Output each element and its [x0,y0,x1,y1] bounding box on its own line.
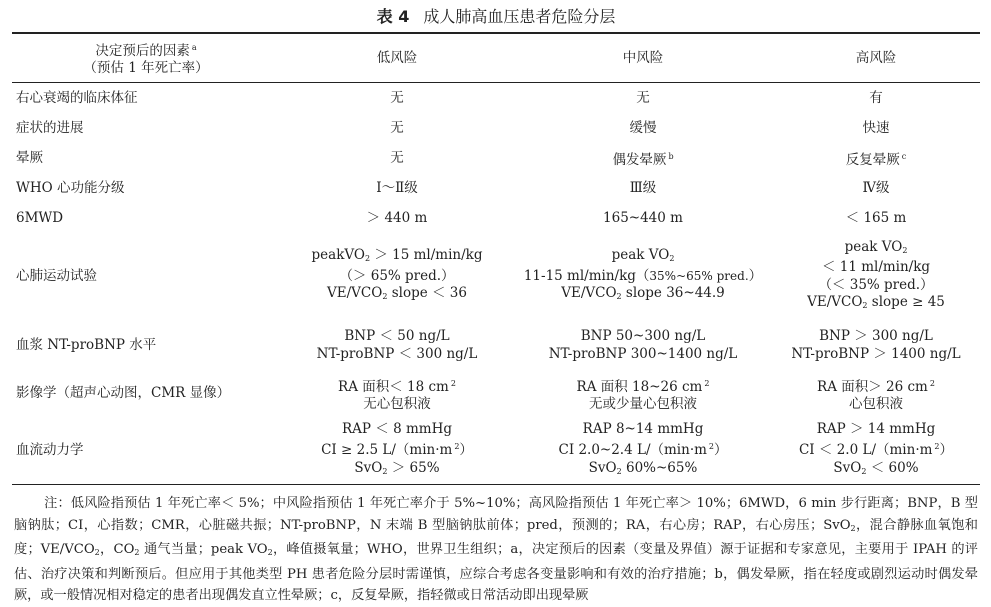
high-cell-line: ） [939,442,954,458]
high-cell-line: NT-proBNP ＞ 1400 ng/L [791,345,961,362]
mid-cell-line: ） [714,442,728,458]
mid-cell: 165~440 m [603,209,683,226]
subscript: 2 [902,245,908,255]
factor-cell: 影像学（超声心动图，CMR 显像） [16,385,231,402]
high-cell [772,417,980,485]
table-row [12,174,980,204]
table-row [12,234,980,320]
header-factor-line2: （预估 1 年死亡率） [83,60,209,76]
table-row [12,144,980,174]
superscript: 2 [450,378,456,388]
mid-cell-text: 偶发晕厥 [612,151,667,168]
superscript: 2 [929,378,935,388]
low-cell [280,320,514,372]
table-title [12,0,980,32]
low-cell-line: BNP ＜ 50 ng/L [344,328,450,344]
high-cell-line: VE/VCO [807,294,863,310]
factor-cell: 血流动力学 [16,441,84,458]
subscript: 2 [861,466,867,476]
high-cell-line: BNP ＞ 300 ng/L [819,328,933,344]
footnote-text: ，混合静脉血氧饱和度；VE/VCO [14,517,978,557]
header-factor-line1: 决定预后的因素 [95,43,190,59]
high-cell: ＜ 165 m [845,209,907,226]
low-cell-line: ＞ 15 ml/min/kg [370,247,483,264]
mid-cell [514,320,772,372]
low-cell [280,372,514,417]
header-low-risk: 低风险 [280,33,514,83]
subscript: 2 [134,548,140,557]
middle-dot: · [689,442,695,458]
high-cell-line: m [919,442,933,458]
factor-cell: 6MWD [16,209,64,226]
high-cell-line: RA 面积＞ 26 cm [817,378,928,395]
mid-cell-line: 无或少量心包积液 [589,396,697,412]
low-cell-line: SvO [354,459,383,476]
mid-cell-line: CI 2.0~2.4 L/（min [558,442,690,458]
mid-cell [514,417,772,485]
low-cell: 无 [390,90,404,106]
table-row [12,372,980,417]
subscript: 2 [382,466,388,476]
low-cell-line: peakVO [311,247,365,264]
mid-cell-line: 35%~65% pred. [649,268,749,283]
low-cell [280,417,514,485]
mid-cell-line: m [694,442,707,458]
risk-table [12,32,980,485]
low-cell: Ⅰ～Ⅱ级 [376,179,418,196]
footnote-text: ，峰值摄氧量；WHO，世界卫生组织；a，决定预后的因素（变量及界值）源于证据和专家意见，主要用于 IPAH 的评估、治疗决策和判断预后。但应用于其他类型 PH 患者危险分层时需谨慎，应综合考虑各变量影响和有效的治疗措施；b，偶发晕厥，指在轻度或剧烈运动时偶发晕厥，或一般情况相对稳定的患者出现偶发直立性晕厥；c，反复晕厥，指轻微或日常活动即出现晕厥 [14,542,978,603]
mid-cell-line: NT-proBNP 300~1400 ng/L [548,345,738,362]
mid-cell-line: RAP 8~14 mmHg [582,420,704,437]
low-cell: ＞ 440 m [366,209,428,226]
middle-dot: · [435,442,440,458]
subscript: 2 [862,301,868,310]
high-cell [772,320,980,372]
footnote-text: 注：低风险指预估 1 年死亡率＜ 5%；中风险指预估 1 年死亡率介于 5%~10%；高风险指预估 1 年死亡率＞ 10%；6MWD，6 min 步行距离；BNP，B 型脑钠肽；CI，心指数；CMR，心脏磁共振；NT-proBNP，N 末端 B 型脑钠肽前体；pred，预测的；RA，右心房；RAP，右心房压；SvO [14,496,978,533]
high-cell: Ⅳ级 [862,179,890,196]
table-row [12,204,980,234]
low-cell-line: NT-proBNP ＜ 300 ng/L [316,345,478,362]
high-cell-line: peak VO [844,238,903,255]
low-cell-line: slope ＜ 36 [387,285,467,302]
mid-cell-line: ） [748,267,763,284]
subscript: 2 [616,466,622,476]
table-title-text: 成人肺高血压患者危险分层 [423,7,616,26]
factor-cell: 血浆 NT-proBNP 水平 [16,336,157,353]
mid-cell-line: slope 36~44.9 [621,285,725,302]
subscript: 2 [364,254,371,264]
footnote-text: 通气当量；peak VO [139,542,268,557]
mid-cell [514,144,772,174]
footnote-text: ，CO [99,542,135,557]
mid-cell-line: 60%~65% [621,459,698,476]
mid-cell-line: VE/VCO [561,285,617,302]
low-cell: 无 [390,120,404,137]
high-cell-line: ＜ 60% [866,459,919,476]
subscript: 2 [267,548,273,557]
footnote-mark: b [668,151,674,161]
superscript: 2 [454,442,460,451]
factor-cell: 右心衰竭的临床体征 [16,90,138,106]
subscript: 2 [669,254,675,264]
mid-cell-line: RA 面积 18~26 cm [576,378,703,395]
superscript: 2 [704,378,710,388]
high-cell [772,372,980,417]
high-cell-line: RAP ＞ 14 mmHg [816,420,936,437]
subscript: 2 [382,292,388,302]
subscript: 2 [850,523,856,533]
table-row [12,320,980,372]
table-number: 表 4 [376,7,410,26]
factor-cell: WHO 心功能分级 [16,179,125,196]
high-cell-line: 心包积液 [849,396,903,412]
low-cell-line: ） [459,442,473,458]
mid-cell [514,372,772,417]
middle-dot: · [915,442,920,458]
factor-cell: 心肺运动试验 [16,267,97,284]
high-cell-line: SvO [833,459,862,476]
header-high-risk: 高风险 [772,33,980,83]
low-cell-line: m [439,442,453,458]
footnote-mark: c [901,151,907,161]
low-cell [280,234,514,320]
low-cell-line: （＞ 65% pred.） [339,267,455,284]
mid-cell-line: SvO [588,459,617,476]
high-cell-text: 反复晕厥 [845,151,900,168]
low-cell-line: VE/VCO [327,285,383,302]
superscript: 2 [708,442,715,451]
subscript: 2 [94,548,100,557]
high-cell-line: slope ≥ 45 [867,294,945,310]
mid-cell [514,234,772,320]
header-factor [12,33,280,83]
low-cell-line: 无心包积液 [363,396,431,412]
high-cell [772,144,980,174]
factor-cell: 症状的进展 [16,120,84,137]
high-cell: 快速 [862,120,890,137]
low-cell-line: CI ≥ 2.5 L/（min [321,442,436,458]
mid-cell-line: 11-15 ml/min/kg（ [523,267,650,284]
mid-cell-line: peak VO [611,247,670,264]
header-mid-risk: 中风险 [514,33,772,83]
table-row [12,115,980,144]
table-header-row [12,33,980,83]
mid-cell: 缓慢 [629,120,657,137]
superscript: 2 [934,442,940,451]
table-footnotes [12,493,980,607]
subscript: 2 [616,292,622,302]
high-cell [772,234,980,320]
header-factor-sup: a [191,43,197,52]
high-cell-line: ＜ 11 ml/min/kg [821,259,931,275]
low-cell: 无 [390,149,404,166]
high-cell-line: CI ＜ 2.0 L/（min [798,442,916,458]
low-cell-line: RA 面积＜ 18 cm [338,378,449,395]
low-cell-line: RAP ＜ 8 mmHg [342,420,452,437]
mid-cell-line: BNP 50~300 ng/L [580,328,706,344]
high-cell: 有 [869,90,883,106]
mid-cell: Ⅲ级 [629,179,657,196]
table-row [12,83,980,115]
high-cell-line: （＜ 35% pred.） [818,276,934,293]
factor-cell: 晕厥 [16,149,43,166]
low-cell-line: ＞ 65% [387,459,440,476]
mid-cell: 无 [636,90,650,106]
table-row [12,417,980,485]
